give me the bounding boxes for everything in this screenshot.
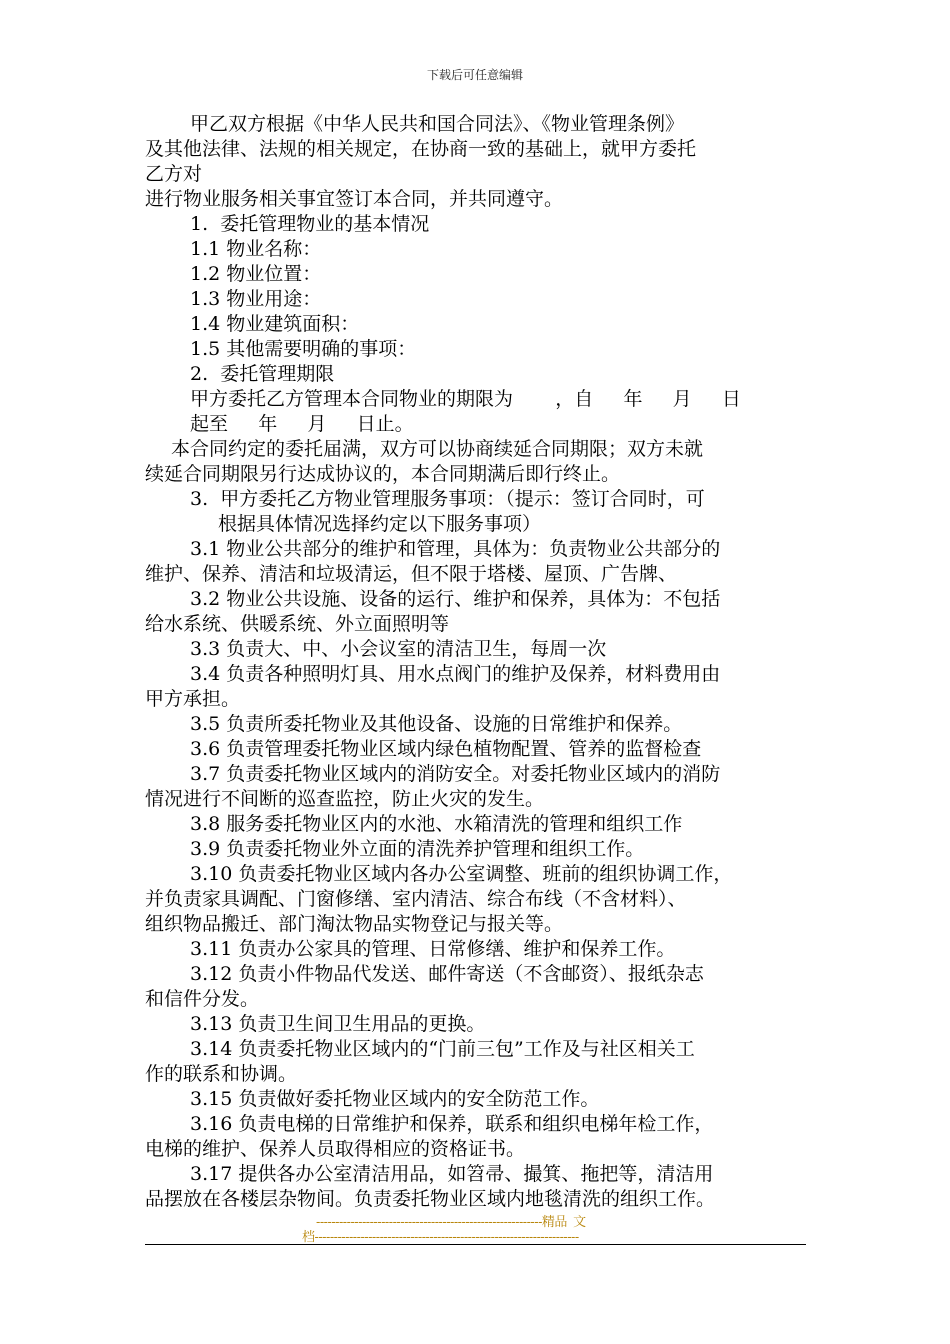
text-line: 3.8 服务委托物业区内的水池、水箱清洗的管理和组织工作 bbox=[190, 813, 683, 835]
text-line: 及其他法律、法规的相关规定，在协商一致的基础上，就甲方委托 bbox=[145, 138, 697, 160]
text-line: 起至 年 月 日止。 bbox=[190, 413, 414, 435]
text-line: 3.4 负责各种照明灯具、用水点阀门的维护及保养，材料费用由 bbox=[190, 663, 721, 685]
text-line: 3.14 负责委托物业区域内的“门前三包”工作及与社区相关工 bbox=[190, 1038, 695, 1060]
footer-watermark-line-2: 档--------------------------------------------------------------------- bbox=[302, 1229, 579, 1244]
section-heading: 2. 委托管理期限 bbox=[190, 363, 335, 385]
text-line: 进行物业服务相关事宜签订本合同，并共同遵守。 bbox=[145, 188, 564, 210]
footer-watermark-line-1: -----------------------------------------------------------精品 文 bbox=[316, 1214, 586, 1229]
text-line: 维护、保养、清洁和垃圾清运，但不限于塔楼、屋顶、广告牌、 bbox=[145, 563, 678, 585]
text-line: 并负责家具调配、门窗修缮、室内清洁、综合布线（不含材料）、 bbox=[145, 888, 687, 910]
text-line: 根据具体情况选择约定以下服务事项） bbox=[218, 513, 542, 535]
text-line: 甲方委托乙方管理本合同物业的期限为 ，自 年 月 日 bbox=[190, 388, 741, 410]
text-line: 3.1 物业公共部分的维护和管理，具体为：负责物业公共部分的 bbox=[190, 538, 721, 560]
text-line: 情况进行不间断的巡查监控，防止火灾的发生。 bbox=[145, 788, 545, 810]
text-line: 甲方承担。 bbox=[145, 688, 241, 710]
text-line: 1.5 其他需要明确的事项： bbox=[190, 338, 417, 360]
text-line: 1.1 物业名称： bbox=[190, 238, 322, 260]
text-line: 3.16 负责电梯的日常维护和保养，联系和组织电梯年检工作， bbox=[190, 1113, 714, 1135]
text-line: 1.2 物业位置： bbox=[190, 263, 322, 285]
text-line: 品摆放在各楼层杂物间。负责委托物业区域内地毯清洗的组织工作。 bbox=[145, 1188, 716, 1210]
text-line: 3.15 负责做好委托物业区域内的安全防范工作。 bbox=[190, 1088, 600, 1110]
text-line: 续延合同期限另行达成协议的，本合同期满后即行终止。 bbox=[145, 463, 621, 485]
text-line: 乙方对 bbox=[145, 163, 203, 185]
text-line: 3.6 负责管理委托物业区域内绿色植物配置、管养的监督检查 bbox=[190, 738, 702, 760]
text-line: 3.3 负责大、中、小会议室的清洁卫生，每周一次 bbox=[190, 638, 607, 660]
text-line: 3.17 提供各办公室清洁用品，如笤帚、撮箕、拖把等，清洁用 bbox=[190, 1163, 714, 1185]
text-line: 和信件分发。 bbox=[145, 988, 260, 1010]
text-line: 3.13 负责卫生间卫生用品的更换。 bbox=[190, 1013, 486, 1035]
text-line: 本合同约定的委托届满，双方可以协商续延合同期限；双方未就 bbox=[171, 438, 704, 460]
text-line: 作的联系和协调。 bbox=[145, 1063, 298, 1085]
contract-body bbox=[145, 112, 810, 1212]
text-line: 组织物品搬迁、部门淘汰物品实物登记与报关等。 bbox=[145, 913, 564, 935]
section-heading: 3. 甲方委托乙方物业管理服务事项：（提示：签订合同时，可 bbox=[190, 488, 705, 510]
text-line: 给水系统、供暖系统、外立面照明等 bbox=[145, 613, 450, 635]
text-line: 电梯的维护、保养人员取得相应的资格证书。 bbox=[145, 1138, 526, 1160]
text-line: 甲乙双方根据《中华人民共和国合同法》、《物业管理条例》 bbox=[190, 113, 685, 135]
text-line: 3.2 物业公共设施、设备的运行、维护和保养，具体为：不包括 bbox=[190, 588, 721, 610]
text-line: 1.3 物业用途： bbox=[190, 288, 322, 310]
footer-divider bbox=[145, 1244, 806, 1245]
text-line: 1.4 物业建筑面积： bbox=[190, 313, 360, 335]
text-line: 3.12 负责小件物品代发送、邮件寄送（不含邮资）、报纸杂志 bbox=[190, 963, 704, 985]
section-heading: 1. 委托管理物业的基本情况 bbox=[190, 213, 430, 235]
text-line: 3.5 负责所委托物业及其他设备、设施的日常维护和保养。 bbox=[190, 713, 683, 735]
text-line: 3.11 负责办公家具的管理、日常修缮、维护和保养工作。 bbox=[190, 938, 676, 960]
page-header-note: 下载后可任意编辑 bbox=[426, 68, 523, 82]
text-line: 3.9 负责委托物业外立面的清洗养护管理和组织工作。 bbox=[190, 838, 645, 860]
text-line: 3.10 负责委托物业区域内各办公室调整、班前的组织协调工作， bbox=[190, 863, 733, 885]
text-line: 3.7 负责委托物业区域内的消防安全。对委托物业区域内的消防 bbox=[190, 763, 721, 785]
